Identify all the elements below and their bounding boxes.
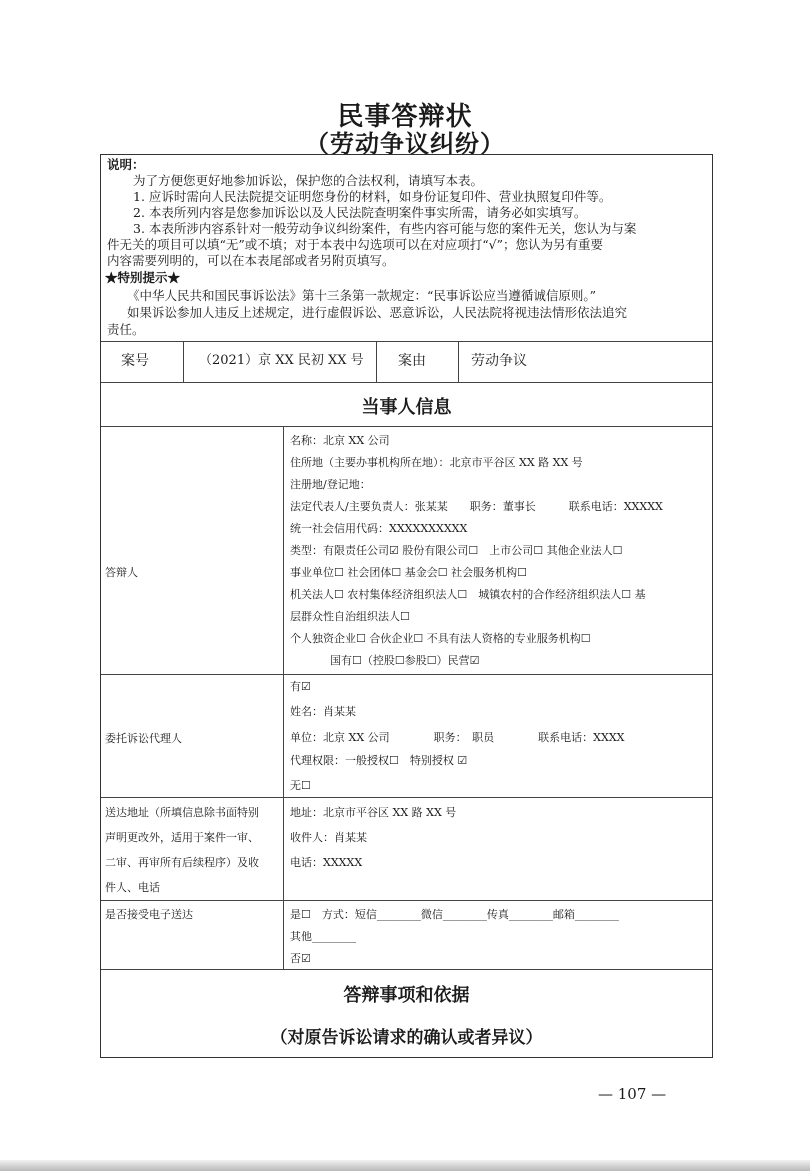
special-notice-line: 如果诉讼参加人违反上述规定，进行虚假诉讼、恶意诉讼，人民法院将视违法情形依法追究	[127, 305, 628, 320]
respondent-registration: 注册地/登记地：	[290, 478, 371, 491]
agent-authority: 代理权限：一般授权☐ 特别授权 ☑	[290, 754, 468, 767]
respondent-domicile: 住所地（主要办事机构所在地）：北京市平谷区 XX 路 XX 号	[290, 456, 583, 469]
rule-after-electronic	[101, 969, 712, 970]
document-title: 民事答辩状	[337, 102, 473, 132]
service-address-label: 声明更改外，适用于案件一审、	[105, 831, 259, 844]
defense-section-title: 答辩事项和依据	[343, 985, 470, 1006]
electronic-service-methods: 是☐ 方式：短信________微信________传真________邮箱________	[290, 908, 619, 921]
respondent-type: 类型：有限责任公司☑ 股份有限公司☐ 上市公司☐ 其他企业法人☐	[290, 544, 623, 557]
electronic-service-no: 否☑	[290, 952, 311, 965]
special-notice-heading: ★特别提示★	[105, 270, 181, 285]
special-notice-line: 责任。	[107, 322, 145, 337]
party-info-title: 当事人信息	[361, 397, 452, 418]
service-address-label: 二审、再审所有后续程序）及收	[105, 856, 259, 869]
electronic-service-other: 其他________	[290, 930, 356, 943]
notes-line: 3. 本表所涉内容系针对一般劳动争议纠纷案件，有些内容可能与您的案件无关，您认为与案	[133, 221, 637, 236]
notes-line: 为了方便您更好地参加诉讼，保护您的合法权利，请填写本表。	[133, 173, 484, 188]
page-number: — 107 —	[598, 1085, 667, 1103]
respondent-type: 事业单位☐ 社会团体☐ 基金会☐ 社会服务机构☐	[290, 566, 527, 579]
notes-line: 2. 本表所列内容是您参加诉讼以及人民法院查明案件事实所需，请务必如实填写。	[133, 205, 587, 220]
rule-after-address	[101, 900, 712, 901]
scan-edge	[0, 1160, 810, 1171]
defense-section-subtitle: （对原告诉讼请求的确认或者异议）	[270, 1028, 543, 1048]
special-notice-line: 《中华人民共和国民事诉讼法》第十三条第一款规定：“民事诉讼应当遵循诚信原则。”	[127, 288, 597, 303]
document-subtitle: （劳动争议纠纷）	[305, 129, 505, 158]
notes-line: 件无关的项目可以填“无”或不填；对于本表中勾选项可以在对应项打“√”；您认为另有重要	[107, 237, 604, 252]
case-cause-value: 劳动争议	[471, 353, 527, 369]
service-address-label: 送达地址（所填信息除书面特别	[105, 806, 259, 819]
respondent-name: 名称：北京 XX 公司	[290, 434, 390, 447]
respondent-label: 答辩人	[105, 566, 138, 579]
case-cause-label: 案由	[398, 353, 426, 369]
service-address-value: 地址：北京市平谷区 XX 路 XX 号	[290, 806, 457, 819]
respondent-ownership: 国有☐（控股☐参股☐）民营☑	[330, 654, 480, 667]
case-divider-2	[376, 341, 377, 382]
rule-after-agent	[101, 797, 712, 798]
label-column-divider	[283, 426, 284, 969]
case-divider-1	[183, 341, 184, 382]
rule-after-case	[101, 382, 712, 383]
agent-has: 有☑	[290, 680, 311, 693]
service-phone: 电话：XXXXX	[290, 856, 363, 869]
electronic-service-label: 是否接受电子送达	[105, 908, 193, 921]
rule-after-party-title	[101, 426, 712, 427]
rule-after-respondent	[101, 674, 712, 675]
notes-heading: 说明：	[107, 157, 145, 172]
service-recipient: 收件人：肖某某	[290, 831, 367, 844]
service-address-label: 件人、电话	[105, 881, 160, 894]
agent-name: 姓名：肖某某	[290, 705, 356, 718]
case-number-label: 案号	[121, 353, 149, 369]
agent-label: 委托诉讼代理人	[105, 732, 182, 745]
notes-line: 内容需要列明的，可以在本表尾部或者另附页填写。	[107, 253, 395, 268]
case-divider-3	[458, 341, 459, 382]
respondent-type: 层群众性自治组织法人☐	[290, 610, 410, 623]
respondent-credit-code: 统一社会信用代码：XXXXXXXXXX	[290, 522, 468, 535]
case-number-value: （2021）京 XX 民初 XX 号	[199, 353, 364, 368]
rule-after-notes	[101, 341, 712, 342]
form-table	[100, 154, 713, 1058]
notes-line: 1. 应诉时需向人民法院提交证明您身份的材料，如身份证复印件、营业执照复印件等。	[133, 189, 612, 204]
agent-none: 无☐	[290, 779, 311, 792]
respondent-legal-rep: 法定代表人/主要负责人：张某某 职务：董事长 联系电话：XXXXX	[290, 500, 663, 513]
agent-unit: 单位：北京 XX 公司 职务： 职员 联系电话：XXXX	[290, 731, 625, 744]
respondent-type: 机关法人☐ 农村集体经济组织法人☐ 城镇农村的合作经济组织法人☐ 基	[290, 588, 646, 601]
respondent-type: 个人独资企业☐ 合伙企业☐ 不具有法人资格的专业服务机构☐	[290, 632, 591, 645]
